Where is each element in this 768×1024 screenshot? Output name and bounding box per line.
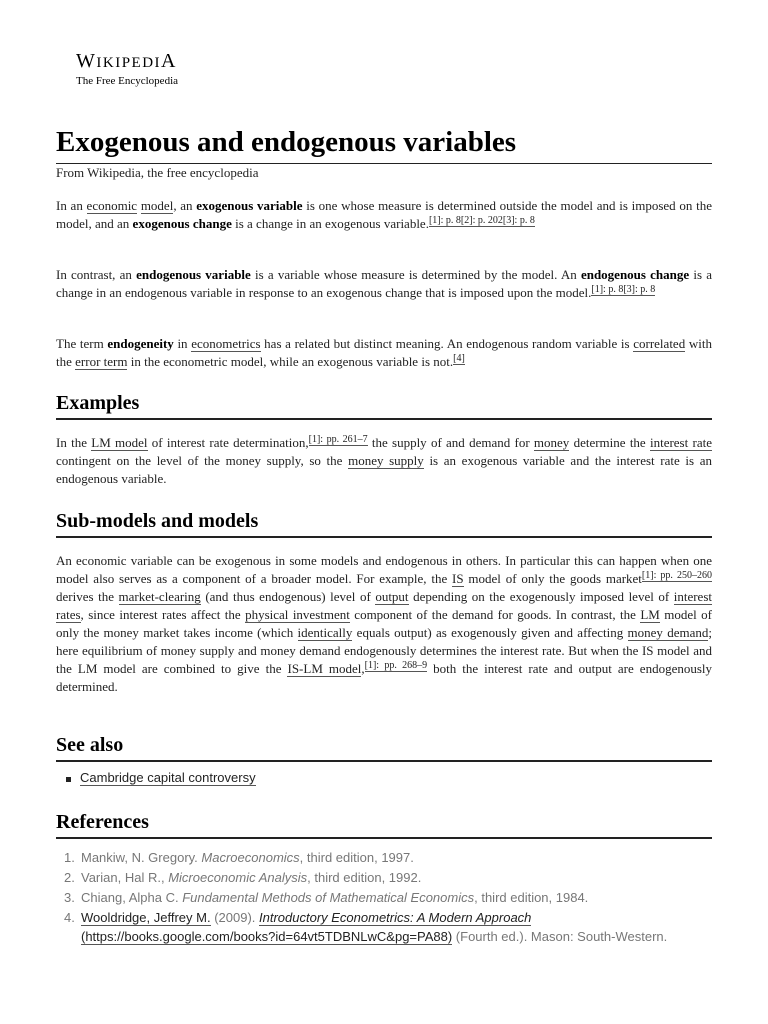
link-book-title[interactable]: Introductory Econometrics: A Modern Approach (https://books.google.com/books?id=64vt5TDBNLwC&pg=PA88) — [81, 910, 532, 944]
reference-item: 1. Mankiw, N. Gregory. Macroeconomics, third edition, 1997. — [64, 850, 414, 865]
link-money[interactable]: money — [533, 435, 570, 450]
citation-1[interactable]: [1]: p. 8 — [428, 215, 461, 226]
link-interest-rates[interactable]: interest rates — [56, 589, 712, 622]
link-economic[interactable]: economic — [86, 198, 138, 213]
link-error-term[interactable]: error term — [75, 354, 128, 369]
link-correlated[interactable]: correlated — [633, 336, 686, 351]
citation-2[interactable]: [2]: p. 202 — [460, 215, 503, 226]
citation-3[interactable]: [3]: p. 8 — [623, 284, 656, 295]
link-money-supply[interactable]: money supply — [348, 453, 424, 468]
intro-paragraph-1: In an economic model, an exogenous variable is one whose measure is determined outside the model and is imposed on the model, and an exogenous change is a change in an exogenous variable.$^{[1]: p. 8[2]: p. 202[3]: p. 8}$ — [56, 198, 712, 231]
link-cambridge-capital-controversy[interactable]: Cambridge capital controversy — [80, 770, 256, 785]
intro-paragraph-3: The term endogeneity in econometrics has a related but distinct meaning. An endogenous random variable is correlated with the error term in the econometric model, while an exogenous variable is not.[4] — [56, 336, 712, 369]
citation-1[interactable]: [1]: p. 8 — [591, 284, 624, 295]
reference-item: 4. Wooldridge, Jeffrey M. (2009). Introductory Econometrics: A Modern Approach (https://books.google.com/books?id=64vt5TDBNLwC&pg=PA88) (Fourth ed.). Mason: South-Western. — [64, 910, 668, 944]
list-item — [56, 768, 256, 788]
link-money-demand[interactable]: money demand — [627, 625, 709, 640]
section-heading-see-also: See also — [56, 732, 712, 762]
section-heading-examples: Examples — [56, 390, 712, 420]
wikipedia-logo[interactable] — [76, 50, 178, 88]
link-econometrics[interactable]: econometrics — [191, 336, 261, 351]
link-interest-rate[interactable]: interest rate — [649, 435, 712, 450]
link-is[interactable]: IS — [452, 571, 464, 586]
intro-paragraph-2: In contrast, an endogenous variable is a variable whose measure is determined by the model. An endogenous change is a change in an endogenous variable in response to an exogenous change that is imposed upon the model.$^{[1]: p. 8[3]: p. 8}$ — [56, 267, 712, 300]
citation-1[interactable]: [1]: pp. 250–260 — [641, 570, 712, 581]
link-physical-investment[interactable]: physical investment — [245, 607, 350, 622]
examples-paragraph: In the LM model of interest rate determination,$^{[1]: pp. 261-7}$ the supply of and demand for money determine the interest rate contingent on the level of the money supply, so the money supply is an exogenous variable and the interest rate is an endogenous variable. — [56, 434, 712, 486]
section-heading-submodels: Sub-models and models — [56, 508, 712, 538]
citation-1[interactable]: [1]: pp. 261–7 — [308, 434, 368, 445]
link-is-lm-model[interactable]: IS-LM model — [287, 661, 362, 676]
link-author-wooldridge[interactable]: Wooldridge, Jeffrey M. — [81, 910, 211, 925]
link-lm-model[interactable]: LM model — [91, 435, 148, 450]
citation-4[interactable]: [4] — [453, 353, 465, 364]
link-identically[interactable]: identically — [297, 625, 353, 640]
references-list — [56, 848, 716, 947]
page-subtitle: From Wikipedia, the free encyclopedia — [56, 165, 259, 180]
see-also-list — [56, 768, 256, 788]
submodels-paragraph: An economic variable can be exogenous in some models and endogenous in others. In particular this can happen when one model also serves as a component of a broader model. For example, the IS model of only the goods market$^{[1]: pp. 250-260}$ derives the market-clearing (and thus endogenous) level of output depending on the exogenously imposed level of interest rates, since interest rates affect the physical investment component of the demand for goods. In contrast, the LM model of only the money market takes income (which identically equals output) as exogenously given and affecting money demand; here equilibrium of money supply and money demand endogenously determines the interest rate. But when the IS model and the LM model are combined to give the IS-LM model,$^{[1]: pp. 268-9}$ both the interest rate and output are endogenously determined. — [56, 553, 713, 694]
logo-tagline: The Free Encyclopedia — [76, 75, 179, 87]
link-model[interactable]: model — [140, 198, 174, 213]
link-output[interactable]: output — [375, 589, 409, 604]
reference-item: 3. Chiang, Alpha C. Fundamental Methods of Mathematical Economics, third edition, 1984. — [64, 890, 589, 905]
section-heading-references: References — [56, 809, 712, 839]
logo-wordmark: WIKIPEDIA — [76, 50, 177, 72]
page-title: Exogenous and endogenous variables — [56, 123, 712, 164]
link-lm[interactable]: LM — [640, 607, 660, 622]
citation-3[interactable]: [3]: p. 8 — [502, 215, 535, 226]
link-market-clearing[interactable]: market-clearing — [118, 589, 201, 604]
citation-1[interactable]: [1]: pp. 268–9 — [364, 660, 428, 671]
reference-item: 2. Varian, Hal R., Microeconomic Analysis, third edition, 1992. — [64, 870, 422, 885]
